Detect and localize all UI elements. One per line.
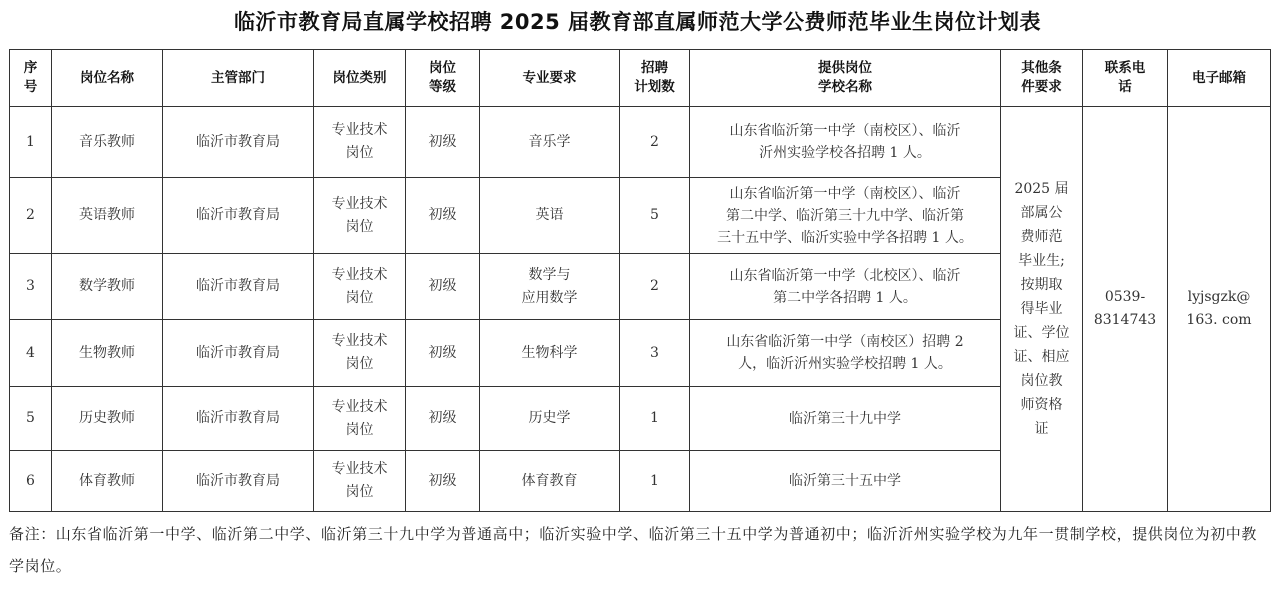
cell-grade: 初级 bbox=[406, 320, 480, 387]
header-row bbox=[10, 50, 1271, 107]
header-phone: 联系电 话 bbox=[1083, 50, 1168, 107]
cell-dept: 临沂市教育局 bbox=[163, 387, 314, 451]
cell-major: 音乐学 bbox=[480, 107, 620, 178]
cell-other-requirements: 2025 届 部属公 费师范 毕业生; 按期取 得毕业 证、学位 证、相应 岗位教 师资格 证 bbox=[1001, 107, 1083, 512]
cell-quota: 3 bbox=[620, 320, 690, 387]
cell-post-name: 英语教师 bbox=[52, 178, 163, 254]
cell-category: 专业技术 岗位 bbox=[314, 320, 406, 387]
cell-quota: 5 bbox=[620, 178, 690, 254]
header-school: 提供岗位 学校名称 bbox=[690, 50, 1001, 107]
cell-dept: 临沂市教育局 bbox=[163, 254, 314, 320]
header-other: 其他条 件要求 bbox=[1001, 50, 1083, 107]
cell-phone: 0539- 8314743 bbox=[1083, 107, 1168, 512]
header-email: 电子邮箱 bbox=[1168, 50, 1271, 107]
cell-school: 山东省临沂第一中学（南校区）招聘 2 人，临沂沂州实验学校招聘 1 人。 bbox=[690, 320, 1001, 387]
table-body bbox=[10, 107, 1271, 512]
document-title: 临沂市教育局直属学校招聘 2025 届教育部直属师范大学公费师范毕业生岗位计划表 bbox=[233, 10, 1042, 34]
cell-post-name: 历史教师 bbox=[52, 387, 163, 451]
cell-school: 山东省临沂第一中学（北校区）、临沂 第二中学各招聘 1 人。 bbox=[690, 254, 1001, 320]
cell-quota: 2 bbox=[620, 107, 690, 178]
cell-major: 生物科学 bbox=[480, 320, 620, 387]
cell-post-name: 数学教师 bbox=[52, 254, 163, 320]
cell-email: lyjsgzk@ 163. com bbox=[1168, 107, 1271, 512]
cell-dept: 临沂市教育局 bbox=[163, 320, 314, 387]
cell-post-name: 音乐教师 bbox=[52, 107, 163, 178]
cell-seq: 4 bbox=[10, 320, 52, 387]
cell-seq: 5 bbox=[10, 387, 52, 451]
cell-seq: 6 bbox=[10, 451, 52, 512]
cell-dept: 临沂市教育局 bbox=[163, 178, 314, 254]
cell-school: 临沂第三十九中学 bbox=[690, 387, 1001, 451]
cell-category: 专业技术 岗位 bbox=[314, 107, 406, 178]
header-dept: 主管部门 bbox=[163, 50, 314, 107]
cell-category: 专业技术 岗位 bbox=[314, 387, 406, 451]
cell-dept: 临沂市教育局 bbox=[163, 451, 314, 512]
table-row bbox=[10, 107, 1271, 178]
cell-post-name: 体育教师 bbox=[52, 451, 163, 512]
cell-seq: 2 bbox=[10, 178, 52, 254]
cell-grade: 初级 bbox=[406, 451, 480, 512]
cell-major: 体育教育 bbox=[480, 451, 620, 512]
cell-seq: 3 bbox=[10, 254, 52, 320]
header-post-name: 岗位名称 bbox=[52, 50, 163, 107]
header-category: 岗位类别 bbox=[314, 50, 406, 107]
header-quota: 招聘 计划数 bbox=[620, 50, 690, 107]
cell-grade: 初级 bbox=[406, 254, 480, 320]
cell-quota: 2 bbox=[620, 254, 690, 320]
cell-major: 英语 bbox=[480, 178, 620, 254]
cell-grade: 初级 bbox=[406, 107, 480, 178]
table-header bbox=[10, 50, 1271, 107]
cell-major: 历史学 bbox=[480, 387, 620, 451]
cell-dept: 临沂市教育局 bbox=[163, 107, 314, 178]
cell-post-name: 生物教师 bbox=[52, 320, 163, 387]
header-grade: 岗位 等级 bbox=[406, 50, 480, 107]
cell-major: 数学与 应用数学 bbox=[480, 254, 620, 320]
cell-grade: 初级 bbox=[406, 387, 480, 451]
job-plan-table bbox=[9, 49, 1271, 512]
header-seq: 序 号 bbox=[10, 50, 52, 107]
cell-school: 山东省临沂第一中学（南校区）、临沂 沂州实验学校各招聘 1 人。 bbox=[690, 107, 1001, 178]
cell-seq: 1 bbox=[10, 107, 52, 178]
cell-quota: 1 bbox=[620, 451, 690, 512]
cell-grade: 初级 bbox=[406, 178, 480, 254]
cell-quota: 1 bbox=[620, 387, 690, 451]
header-major: 专业要求 bbox=[480, 50, 620, 107]
cell-category: 专业技术 岗位 bbox=[314, 451, 406, 512]
cell-school: 临沂第三十五中学 bbox=[690, 451, 1001, 512]
cell-school: 山东省临沂第一中学（南校区）、临沂 第二中学、临沂第三十九中学、临沂第 三十五中学、临沂实验中学各招聘 1 人。 bbox=[690, 178, 1001, 254]
footnote: 备注：山东省临沂第一中学、临沂第二中学、临沂第三十九中学为普通高中；临沂实验中学、临沂第三十五中学为普通初中；临沂沂州实验学校为九年一贯制学校，提供岗位为初中教学岗位。 bbox=[9, 525, 1258, 575]
cell-category: 专业技术 岗位 bbox=[314, 254, 406, 320]
cell-category: 专业技术 岗位 bbox=[314, 178, 406, 254]
